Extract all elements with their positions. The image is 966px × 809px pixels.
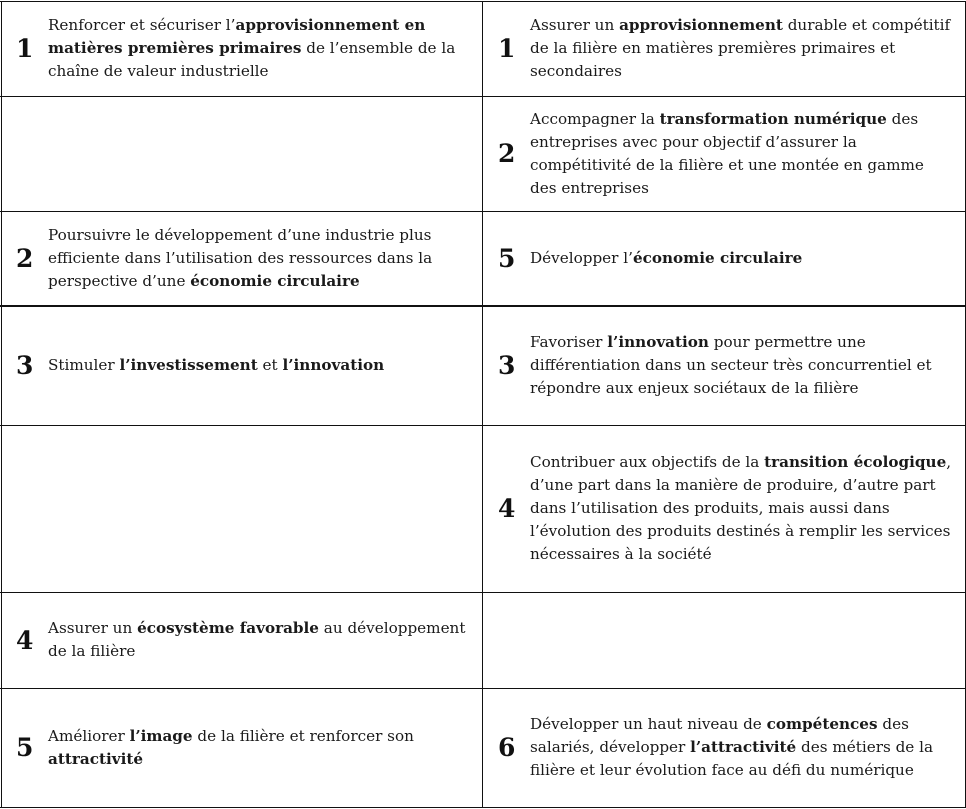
table-row-divider [0, 211, 966, 212]
bold-keyword: approvisionnement [619, 16, 783, 34]
text-fragment: des entreprises avec pour objectif d’assurer la compétitivité de la filière et une montée en gamme des entreprises [530, 110, 924, 197]
right-priority-number: 6 [498, 733, 516, 762]
text-fragment: Développer l’ [530, 249, 633, 267]
text-fragment: de la filière et renforcer son [192, 727, 414, 745]
text-fragment: Stimuler [48, 356, 120, 374]
right-priority-number: 5 [498, 244, 516, 273]
text-fragment: Poursuivre le développement d’une industrie plus efficiente dans l’utilisation des ressources dans la perspective d’une [48, 226, 433, 290]
right-priority-text [530, 108, 955, 200]
bold-keyword: transformation numérique [659, 110, 887, 128]
bold-keyword: approvisionnement en matières premières primaires [48, 16, 426, 57]
bold-keyword: attractivité [48, 750, 144, 768]
table-row-divider [0, 96, 966, 97]
right-priority-number: 3 [498, 351, 516, 380]
text-fragment: Renforcer et sécuriser l’ [48, 16, 236, 34]
left-priority-number: 4 [16, 626, 34, 655]
text-fragment: de l’ensemble de la chaîne de valeur industrielle [48, 39, 456, 80]
bold-keyword: l’attractivité [690, 738, 797, 756]
table-column-divider [482, 1, 483, 808]
text-fragment: Assurer un [530, 16, 620, 34]
right-priority-text [530, 451, 955, 566]
right-priority-number: 1 [498, 34, 516, 63]
text-fragment: Contribuer aux objectifs de la [530, 453, 765, 471]
text-fragment: pour permettre une différentiation dans un secteur très concurrentiel et répondre aux enjeux sociétaux de la filière [530, 333, 932, 397]
table-row-divider [0, 807, 966, 808]
left-priority-text [48, 354, 478, 377]
left-priority-text [48, 725, 478, 771]
left-priority-text [48, 617, 478, 663]
right-priority-number: 4 [498, 494, 516, 523]
right-priority-text [530, 331, 955, 400]
right-priority-text [530, 14, 955, 83]
text-fragment: et [257, 356, 283, 374]
bold-keyword: l’innovation [607, 333, 709, 351]
bold-keyword: écosystème favorable [137, 619, 319, 637]
right-priority-text [530, 713, 955, 782]
table-row-divider [0, 425, 966, 426]
text-fragment: durable et compétitif de la filière en matières premières primaires et secondaires [530, 16, 951, 80]
table-row-divider [0, 688, 966, 689]
text-fragment: Développer un haut niveau de [530, 715, 767, 733]
text-fragment: des métiers de la filière et leur évolution face au défi du numérique [530, 738, 934, 779]
text-fragment: Accompagner la [530, 110, 660, 128]
left-priority-number: 5 [16, 733, 34, 762]
left-priority-number: 1 [16, 34, 34, 63]
bold-keyword: l’innovation [282, 356, 385, 374]
bold-keyword: l’investissement [119, 356, 258, 374]
table-row-divider [0, 305, 966, 307]
bold-keyword: transition écologique [764, 453, 947, 471]
left-priority-text [48, 224, 478, 293]
right-priority-text [530, 247, 955, 270]
text-fragment: , d’une part dans la manière de produire, d’autre part dans l’utilisation des produits, mais aussi dans l’évolution des produits destinés à remplir les services nécessaires à la société [530, 453, 952, 563]
text-fragment: au développement de la filière [48, 619, 466, 660]
right-priority-number: 2 [498, 139, 516, 168]
left-priority-text [48, 14, 478, 83]
text-fragment: des salariés, développer [530, 715, 909, 756]
text-fragment: Assurer un [48, 619, 138, 637]
table-row-divider [0, 1, 966, 2]
bold-keyword: compétences [766, 715, 878, 733]
left-priority-number: 2 [16, 244, 34, 273]
table-column-divider [1, 1, 2, 808]
left-priority-number: 3 [16, 351, 34, 380]
bold-keyword: l’image [129, 727, 193, 745]
text-fragment: Améliorer [48, 727, 130, 745]
bold-keyword: économie circulaire [190, 272, 360, 290]
table-row-divider [0, 592, 966, 593]
bold-keyword: économie circulaire [632, 249, 803, 267]
text-fragment: Favoriser [530, 333, 608, 351]
